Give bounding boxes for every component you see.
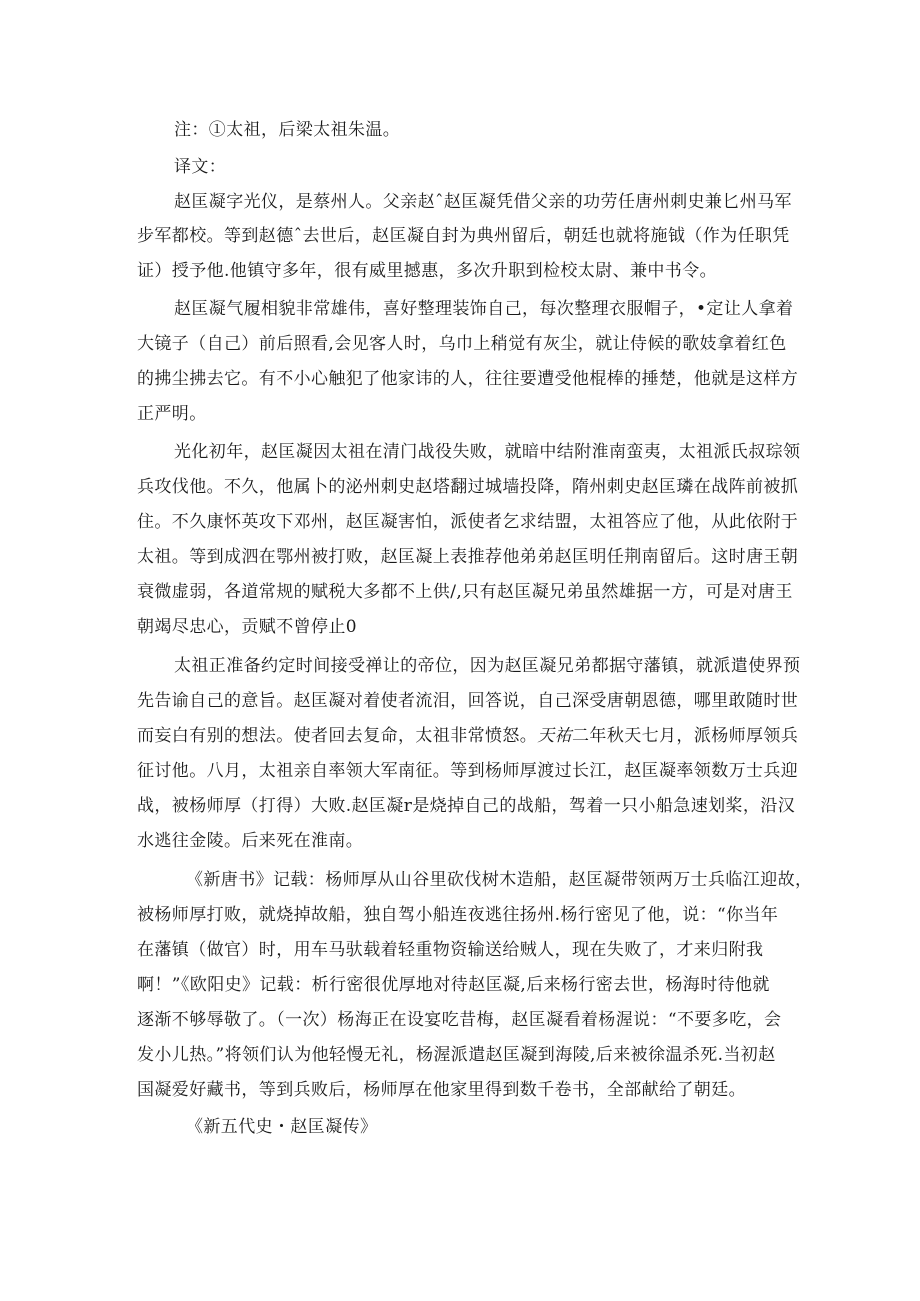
paragraph-line: 太祖正准备约定时间接受禅让的帝位，因为赵匡凝兄弟都据守藩镇，就派遣使界预 (174, 656, 801, 676)
paragraph-line: 在藩镇（做官）时，用车马驮载着轻重物资输送给贼人，现在失败了，才来归附我 (137, 940, 764, 960)
footnote: 注：①太祖，后梁太祖朱温。 (174, 120, 401, 140)
paragraph-line: 大镜子（自己）前后照看,会见客人时，乌巾上稍觉有灰尘，就让侍候的歌妓拿着红色 (137, 334, 787, 354)
paragraph-line: 光化初年，赵匡凝因太祖在清门战役失败，就暗中结附淮南蛮夷，太祖派氏叔琮领 (174, 442, 801, 462)
paragraph-line: 发小儿热。”将领们认为他轻慢无礼，杨渥派遣赵匡凝到海陵,后来被徐温杀死.当初赵 (137, 1045, 776, 1065)
paragraph-line: 逐渐不够辱敬了。（一次）杨海正在设宴吃昔梅，赵匡凝看着杨渥说：“不要多吃，会 (137, 1010, 782, 1030)
paragraph-line: 朝竭尽忠心，贡赋不曾停止0 (137, 617, 358, 637)
translation-heading: 译文： (174, 157, 227, 177)
paragraph-line: 兵攻伐他。不久，他属卜的泌州刺史赵塔翻过城墙投降，隋州刺史赵匡璘在战阵前被抓 (137, 477, 799, 497)
paragraph-line (137, 725, 798, 747)
paragraph-line: 赵匡凝字光仪，是蔡州人。父亲赵ˆ赵匡凝凭借父亲的功劳任唐州刺史兼匕州马军 (174, 192, 792, 212)
paragraph-line: 征讨他。八月，太祖亲自率领大军南征。等到杨师厚渡过长江，赵匡凝率领数万士兵迎 (137, 761, 799, 781)
paragraph-line: 太祖。等到成泗在鄂州被打败，赵匡凝上表推荐他弟弟赵匡明任荆南留后。这时唐王朝 (137, 547, 799, 567)
paragraph-line: 正严明。 (137, 404, 207, 424)
paragraph-line: 啊！”《欧阳史》记载：析行密很优厚地对待赵匡凝,后来杨行密去世，杨海时待他就 (137, 975, 770, 995)
source-citation: 《新五代史・赵匡凝传》 (186, 1117, 378, 1137)
paragraph-line: 住。不久康怀英攻下邓州，赵匡凝害怕，派使者乞求结盟，太祖答应了他，从此依附于 (137, 512, 799, 532)
paragraph-line: 水逃往金陵。后来死在淮南。 (137, 831, 364, 851)
paragraph-line: 战，被杨师厚（打得）大败.赵匡凝r是烧掉自己的战船，驾着一只小船急速划桨，沿汉 (137, 796, 796, 816)
era-name: 天祐 (537, 726, 573, 746)
paragraph-line: 国凝爱好藏书，等到兵败后，杨师厚在他家里得到数千卷书，全部献给了朝廷。 (137, 1080, 746, 1100)
line-text: 而妄白有别的想法。使者回去复命，太祖非常愤怒。 (137, 726, 538, 746)
paragraph-line: 的拂尘拂去它。有不小心触犯了他家讳的人，往往要遭受他棍棒的捶楚，他就是这样方 (137, 369, 799, 389)
line-text: 二年秋天七月，派杨师厚领兵 (572, 726, 799, 746)
paragraph-line: 赵匡凝气履相貌非常雄伟，喜好整理装饰自己，每次整理衣服帽子，•定让人拿着 (174, 299, 794, 319)
paragraph-line: 《新唐书》记载：杨师厚从山谷里砍伐树木造船，赵匡凝带领两万士兵临江迎故， (186, 870, 813, 890)
paragraph-line: 先告谕自己的意旨。赵匡凝对着使者流泪，回答说，自己深受唐朝恩德，哪里敢随时世 (137, 691, 799, 711)
paragraph-line: 证）授予他.他镇守多年，很有威里撼惠，多次升职到检校太尉、兼中书令。 (137, 261, 718, 281)
paragraph-line: 步军都校。等到赵德ˆ去世后，赵匡凝自封为典州留后，朝廷也就将施钺（作为任职凭 (137, 226, 790, 246)
paragraph-line: 被杨师厚打败，就烧掉故船，独自驾小船连夜逃往扬州.杨行密见了他，说：“你当年 (137, 905, 779, 925)
paragraph-line: 衰微虚弱，各道常规的赋税大多都不上供/,只有赵匡凝兄弟虽然雄据一方，可是对唐王 (137, 582, 793, 602)
